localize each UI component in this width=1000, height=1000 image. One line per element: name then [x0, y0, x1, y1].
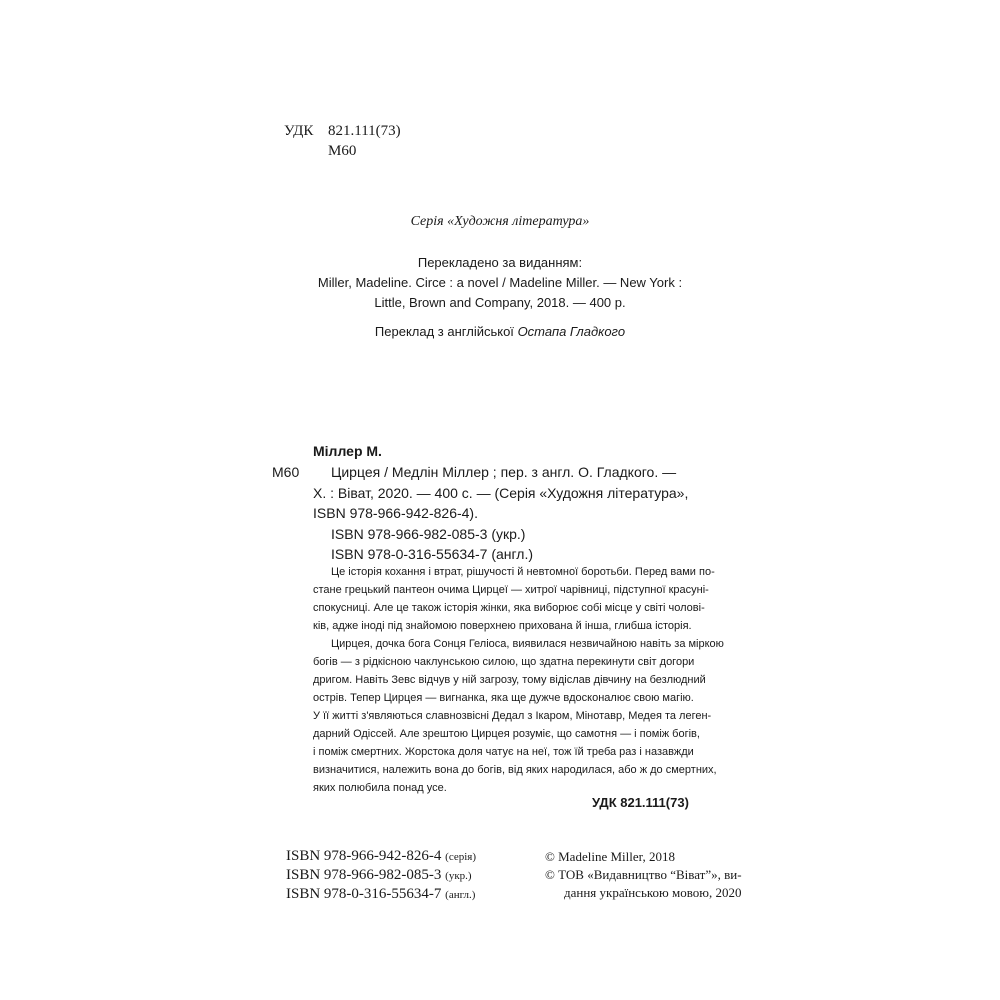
- catalog-line3: ISBN 978-966-942-826-4).: [313, 505, 478, 521]
- isbn-item: [286, 867, 472, 884]
- catalog-line1: Цирцея / Медлін Міллер ; пер. з англ. О. Гладкого. —: [331, 464, 677, 480]
- translator-name: Остапа Гладкого: [517, 324, 626, 339]
- catalog-line4: ISBN 978-966-982-085-3 (укр.): [331, 526, 526, 542]
- copyright-line2: © ТОВ «Видавництво “Віват”», ви-: [545, 867, 742, 882]
- annotation-udk-footer: УДК 821.111(73): [592, 795, 689, 810]
- isbn-number: ISBN 978-966-942-826-4: [286, 848, 442, 864]
- translator-prefix: Переклад з англійської: [374, 324, 514, 339]
- isbn-note: (англ.): [445, 889, 476, 901]
- isbn-item: [286, 848, 476, 865]
- catalog-author-heading: Міллер М.: [313, 443, 382, 459]
- isbn-item: [286, 886, 475, 903]
- annotation-line: яких полюбила понад усе.: [313, 782, 447, 794]
- annotation-line: У її житті з'являються славнозвісні Дедал з Ікаром, Мінотавр, Медея та леген-: [313, 710, 712, 722]
- annotation-line: богів — з рідкісною чаклунською силою, що здатна перекинути світ догори: [313, 656, 695, 668]
- annotation-line: Це історія кохання і втрат, рішучості й невтомної боротьби. Перед вами по-: [331, 566, 715, 578]
- catalog-line2: Х. : Віват, 2020. — 400 с. — (Серія «Художня література»,: [313, 485, 689, 501]
- series-line: Серія «Художня література»: [410, 214, 590, 229]
- translator-line: [0, 324, 1000, 339]
- catalog-line5: ISBN 978-0-316-55634-7 (англ.): [331, 546, 534, 562]
- udk-code: 821.111(73): [328, 123, 401, 139]
- author-mark: М60: [328, 143, 357, 159]
- copyright-line1: © Madeline Miller, 2018: [545, 849, 675, 864]
- catalog-mark: М60: [272, 464, 300, 480]
- annotation-line: дригом. Навіть Зевс відчув у ній загрозу, тому відіслав дівчину на безлюдний: [313, 674, 706, 686]
- translated-from-heading: Перекладено за виданням:: [417, 255, 583, 270]
- annotation-line: ків, адже іноді під знайомою поверхнею прихована й інша, глибша історія.: [313, 620, 692, 632]
- annotation-line: Цирцея, дочка бога Сонця Геліоса, виявилася незвичайною навіть за міркою: [331, 638, 724, 650]
- isbn-number: ISBN 978-966-982-085-3: [286, 867, 442, 883]
- annotation-line: стане грецький пантеон очима Цирцеї — хитрої чарівниці, підступної красуні-: [313, 584, 709, 596]
- translated-from-line2: Little, Brown and Company, 2018. — 400 p.: [374, 295, 626, 310]
- annotation-line: дарний Одіссей. Але зрештою Цирцея розуміє, що самотня — і поміж богів,: [313, 728, 700, 740]
- udk-label: УДК: [284, 123, 314, 139]
- copyright-line3: дання українською мовою, 2020: [564, 885, 742, 900]
- annotation-line: острів. Тепер Цирцея — вигнанка, яка ще дужче вдосконалює свою магію.: [313, 692, 694, 704]
- annotation-line: спокусниці. Але це також історія жінки, яка виборює собі місце у світі чолові-: [313, 602, 705, 614]
- annotation-line: визначитися, належить вона до богів, від яких народилася, або ж до смертних,: [313, 764, 717, 776]
- translated-from-line1: Miller, Madeline. Circe : a novel / Madeline Miller. — New York :: [317, 275, 683, 290]
- isbn-number: ISBN 978-0-316-55634-7: [286, 886, 442, 902]
- annotation-line: і поміж смертних. Жорстока доля чатує на неї, тож їй треба раз і назавжди: [313, 746, 694, 758]
- isbn-note: (серія): [445, 851, 476, 863]
- isbn-note: (укр.): [445, 870, 472, 882]
